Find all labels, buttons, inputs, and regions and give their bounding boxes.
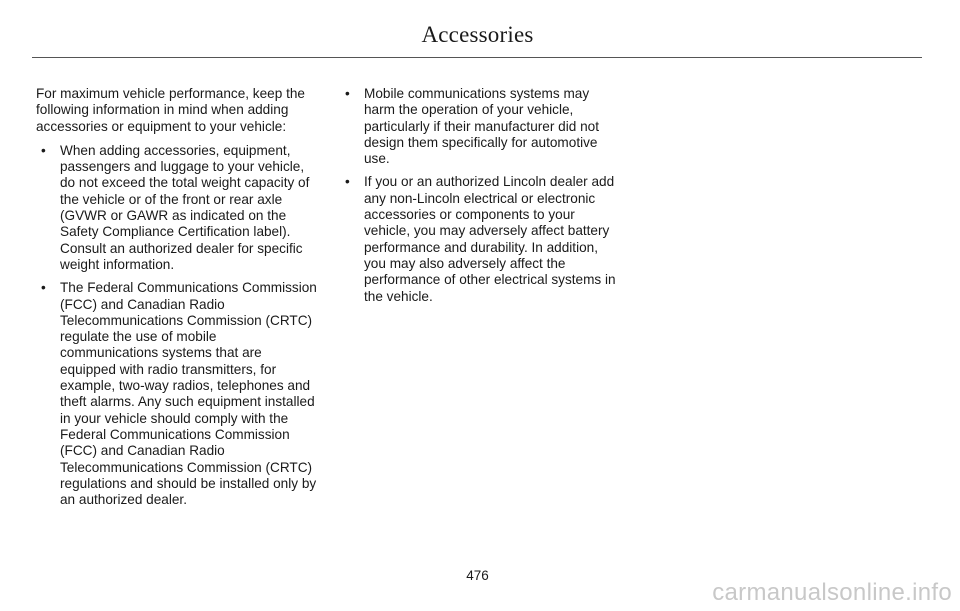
left-column <box>36 86 318 515</box>
bullet-icon: • <box>345 86 350 101</box>
bullet-icon: • <box>41 142 46 158</box>
right-column <box>340 86 620 312</box>
list-item <box>340 174 620 304</box>
page-title: Accessories <box>421 22 534 47</box>
header-divider <box>32 57 922 58</box>
list-item-text: When adding accessories, equipment, passengers and luggage to your vehicle, do not exceed the total weight capacity of the vehicle or of the front or rear axle (GVWR or GAWR as indicated on the Safety Compliance Certification label). Consult an authorized dealer for specific weight information. <box>60 142 310 272</box>
list-item <box>340 86 620 167</box>
list-item <box>36 143 318 273</box>
bullet-icon: • <box>345 174 350 190</box>
page-number: 476 <box>466 568 489 583</box>
watermark: carmanualsonline.info <box>712 579 952 606</box>
left-bullet-list <box>36 143 318 509</box>
right-bullet-list <box>340 86 620 305</box>
list-item-text: The Federal Communications Commission (FCC) and Canadian Radio Telecommunications Commission (CRTC) regulate the use of mobile communications systems that are equipped with radio transmitters, for example, two-way radios, telephones and theft alarms. Any such equipment installed in your vehicle should comply with the Federal Communications Commission (FCC) and Canadian Radio Telecommunications Commission (CRTC) regulations and should be installed only by an authorized dealer. <box>60 280 317 508</box>
intro-paragraph: For maximum vehicle performance, keep the following information in mind when adding accessories or equipment to your vehicle: <box>36 86 305 134</box>
list-item <box>36 280 318 508</box>
bullet-icon: • <box>41 280 46 296</box>
list-item-text: Mobile communications systems may harm the operation of your vehicle, particularly if their manufacturer did not design them specifically for automotive use. <box>364 86 599 167</box>
list-item-text: If you or an authorized Lincoln dealer add any non-Lincoln electrical or electronic accessories or components to your vehicle, you may adversely affect battery performance and durability. In addition, you may also adversely affect the performance of other electrical systems in the vehicle. <box>364 174 616 304</box>
